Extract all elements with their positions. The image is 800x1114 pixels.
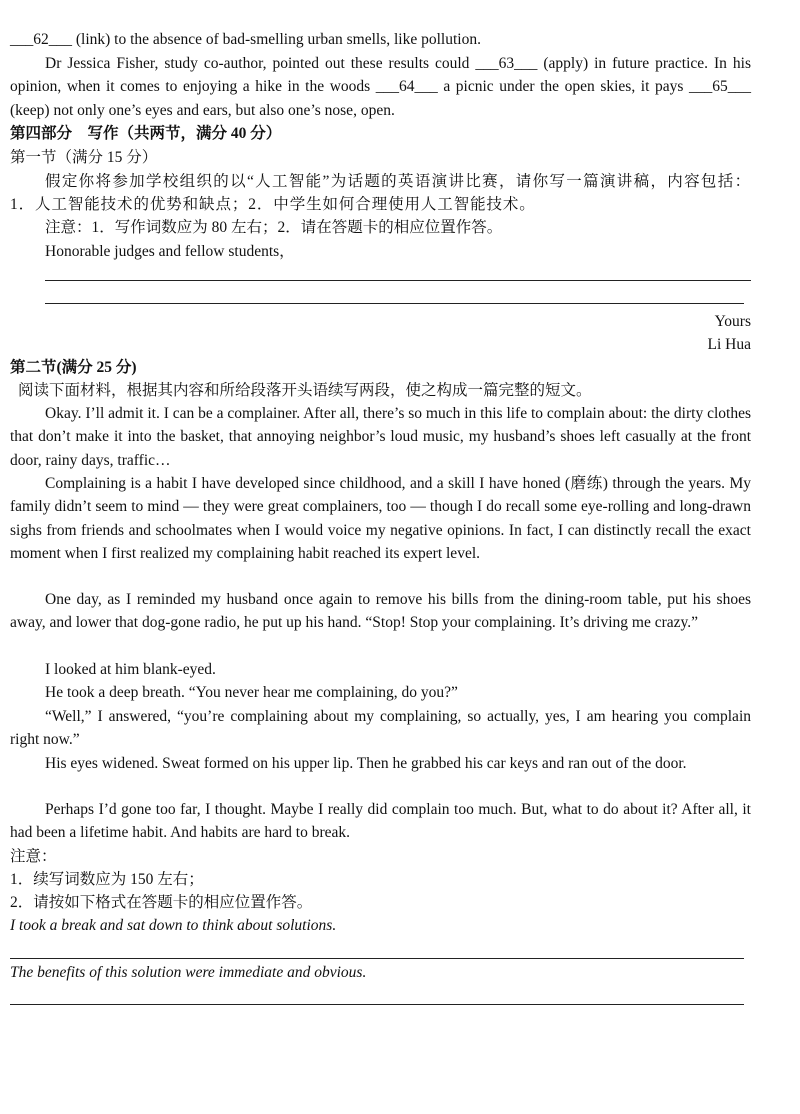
continuation-opener-1: I took a break and sat down to think about solutions. — [10, 917, 337, 934]
note-1: 1．续写词数应为 150 左右； — [10, 871, 204, 888]
notes-label: 注意： — [10, 848, 57, 865]
part4-heading: 第四部分 写作（共两节，满分 40 分） — [10, 125, 282, 142]
story-paragraph-3: One day, as I reminded my husband once again to remove his bills from the dining-room table, put his shoes away, and lower that dog-gone radio, he put up his hand. “Stop! Stop your complaining. It’s driving me crazy.” — [10, 591, 751, 632]
section2-instruction: 阅读下面材料，根据其内容和所给段落开头语续写两段，使之构成一篇完整的短文。 — [18, 382, 592, 399]
section2-heading: 第二节(满分 25 分) — [10, 359, 137, 376]
cloze-paragraph: Dr Jessica Fisher, study co-author, pointed out these results could ___63___ (apply) in future practice. In his opinion, when it comes to enjoying a hike in the woods ___64___ a picnic under the open skies, it pays ___65___ (keep) not only one’s eyes and ears, but also one’s nose, open. — [10, 55, 751, 119]
story-paragraph-1: Okay. I’ll admit it. I can be a complainer. After all, there’s so much in this life to complain about: the dirty clothes that don’t make it into the basket, that annoying neighbor’s loud music, my husband’s shoes left casually at the front door, rainy days, traffic… — [10, 405, 751, 469]
speech-signature: Li Hua — [707, 336, 751, 353]
section1-heading: 第一节（满分 15 分） — [10, 149, 158, 166]
speech-salutation: Honorable judges and fellow students， — [45, 243, 295, 260]
story-paragraph-8: Perhaps I’d gone too far, I thought. Maybe I really did complain too much. But, what to do about it? After all, it had been a lifetime habit. And habits are hard to break. — [10, 801, 751, 842]
story-paragraph-6: “Well,” I answered, “you’re complaining about my complaining, so actually, yes, I am hearing you complain right now.” — [10, 708, 751, 749]
section1-prompt: 假定你将参加学校组织的以“人工智能”为话题的英语演讲比赛，请你写一篇演讲稿，内容包括：1．人工智能技术的优势和缺点；2．中学生如何合理使用人工智能技术。 — [10, 173, 751, 214]
answer-line — [45, 280, 751, 281]
answer-line — [10, 1004, 744, 1005]
story-paragraph-2: Complaining is a habit I have developed since childhood, and a skill I have honed (磨练) through the years. My family didn’t seem to mind — they were great complainers, too — though I do recall some eye-rolling and long-drawn sighs from friends and schoolmates when I would voice my negative opinions. In fact, I can distinctly recall the exact moment when I first realized my complaining habit reached its expert level. — [10, 475, 751, 562]
speech-closing: Yours — [714, 313, 751, 330]
note-2: 2．请按如下格式在答题卡的相应位置作答。 — [10, 894, 313, 911]
section1-note: 注意：1．写作词数应为 80 左右；2．请在答题卡的相应位置作答。 — [45, 219, 503, 236]
continuation-opener-2: The benefits of this solution were immediate and obvious. — [10, 964, 367, 981]
answer-line — [45, 303, 744, 304]
answer-line — [10, 958, 744, 959]
story-paragraph-5: He took a deep breath. “You never hear me complaining, do you?” — [45, 684, 458, 701]
story-paragraph-4: I looked at him blank-eyed. — [45, 661, 216, 678]
story-paragraph-7: His eyes widened. Sweat formed on his upper lip. Then he grabbed his car keys and ran out of the door. — [45, 755, 687, 772]
cloze-line-62: ___62___ (link) to the absence of bad-smelling urban smells, like pollution. — [10, 31, 481, 48]
